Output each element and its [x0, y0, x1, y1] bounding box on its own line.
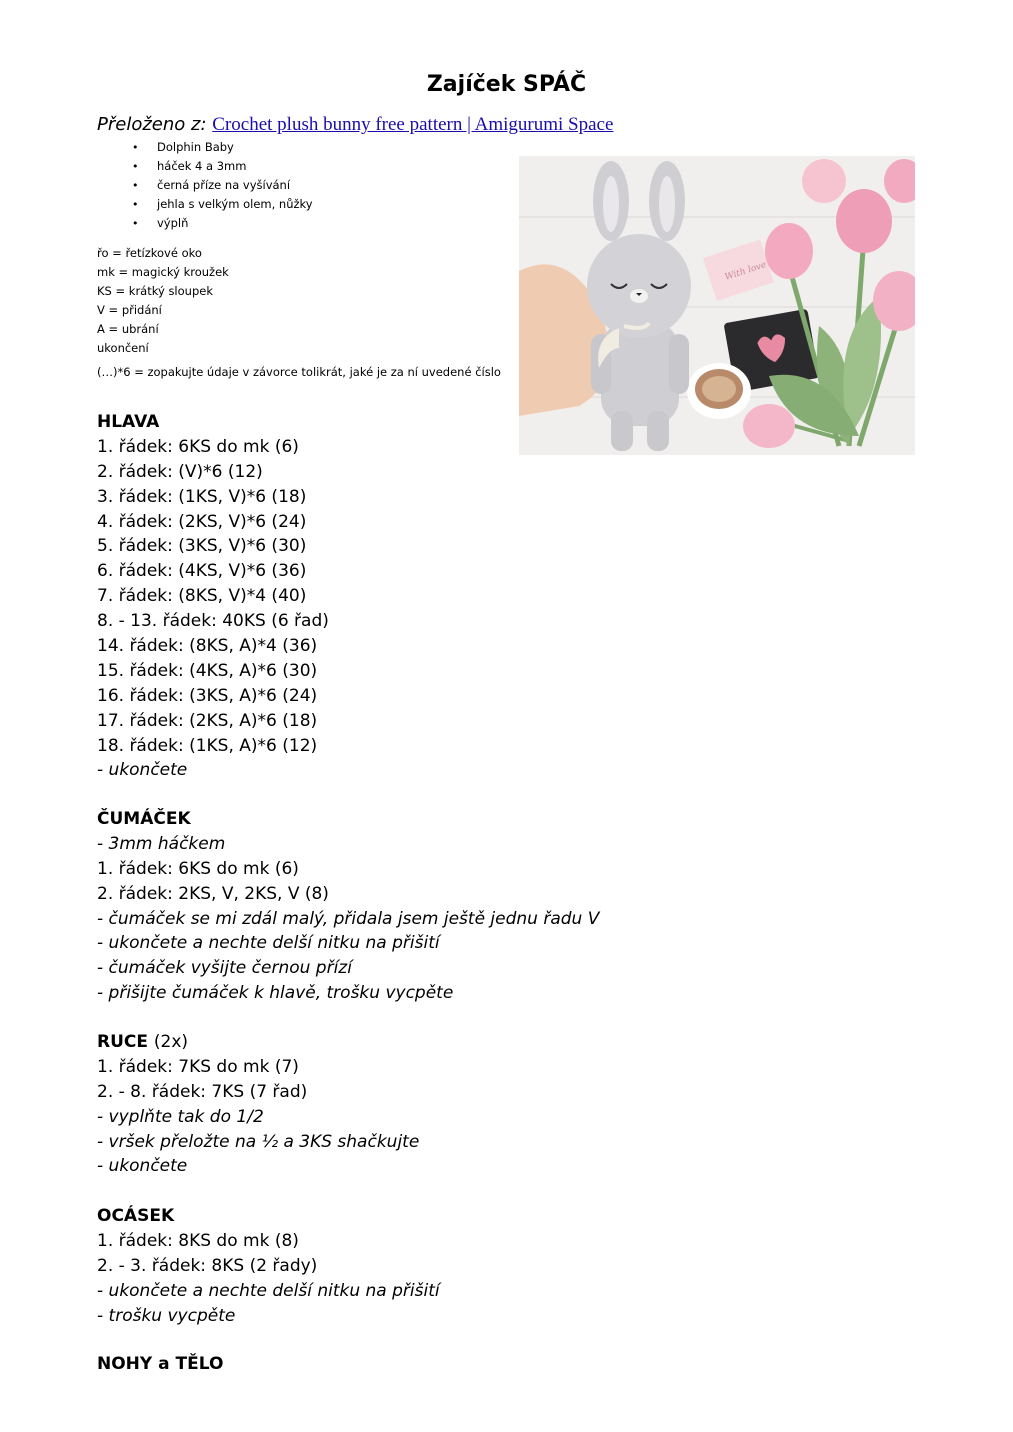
pattern-row: 2. řádek: 2KS, V, 2KS, V (8) [97, 883, 329, 904]
section-heading: NOHY a TĚLO [97, 1354, 224, 1374]
pattern-note: - čumáček se mi zdál malý, přidala jsem ještě jednu řadu V [97, 908, 600, 929]
card-text: With love [723, 260, 768, 283]
pattern-row: 1. řádek: 6KS do mk (6) [97, 858, 299, 879]
abbreviation-line: mk = magický kroužek [97, 265, 229, 279]
abbreviations [97, 244, 501, 382]
list-item: • Dolphin Baby [132, 138, 313, 157]
pattern-row: 4. řádek: (2KS, V)*6 (24) [97, 511, 307, 532]
pattern-row: 7. řádek: (8KS, V)*4 (40) [97, 586, 307, 607]
list-item: • výplň [132, 214, 313, 233]
pattern-note: - 3mm háčkem [97, 833, 226, 854]
pattern-row: 1. řádek: 8KS do mk (8) [97, 1230, 299, 1251]
pattern-row: 18. řádek: (1KS, A)*6 (12) [97, 735, 318, 756]
section-ruce [97, 1030, 419, 1179]
pattern-row: 5. řádek: (3KS, V)*6 (30) [97, 536, 307, 557]
pattern-note: - vršek přeložte na ½ a 3KS shačkujte [97, 1131, 420, 1152]
pattern-row: 17. řádek: (2KS, A)*6 (18) [97, 710, 318, 731]
abbreviation-line: KS = krátký sloupek [97, 284, 213, 298]
pattern-note: - ukončete [97, 760, 188, 781]
abbreviation-line: ukončení [97, 341, 149, 355]
section-heading: OCÁSEK [97, 1206, 175, 1226]
bunny-photo [519, 156, 915, 455]
pattern-note: - ukončete a nechte delší nitku na přišití [97, 1280, 440, 1301]
abbreviation-line: řo = řetízkové oko [97, 246, 202, 260]
section-nohy [97, 1352, 223, 1377]
source-line [97, 114, 613, 136]
section-heading [97, 1030, 419, 1055]
pattern-note: - čumáček vyšijte černou přízí [97, 958, 352, 979]
pattern-note: - trošku vycpěte [97, 1305, 236, 1326]
section-heading: ČUMÁČEK [97, 809, 191, 829]
pattern-note: - vyplňte tak do 1/2 [97, 1106, 264, 1127]
page-title: Zajíček SPÁČ [426, 72, 587, 97]
pattern-row: 2. - 3. řádek: 8KS (2 řady) [97, 1255, 318, 1276]
section-count: (2x) [153, 1032, 189, 1052]
section-heading-text: RUCE [97, 1032, 148, 1052]
pattern-row: 8. - 13. řádek: 40KS (6 řad) [97, 611, 329, 632]
list-item: • jehla s velkým olem, nůžky [132, 195, 313, 214]
materials-list [132, 138, 313, 233]
pattern-row: 2. řádek: (V)*6 (12) [97, 461, 263, 482]
source-label: Přeloženo z: [97, 114, 207, 135]
pattern-row: 1. řádek: 6KS do mk (6) [97, 436, 299, 457]
pattern-note: - ukončete [97, 1156, 188, 1177]
list-item: • háček 4 a 3mm [132, 157, 313, 176]
list-item: • černá příze na vyšívání [132, 176, 313, 195]
pattern-row: 6. řádek: (4KS, V)*6 (36) [97, 561, 307, 582]
pattern-note: - ukončete a nechte delší nitku na přišití [97, 933, 440, 954]
pattern-note: - přišijte čumáček k hlavě, trošku vycpěte [97, 983, 454, 1004]
abbreviation-line: V = přidání [97, 303, 162, 317]
pattern-row: 3. řádek: (1KS, V)*6 (18) [97, 486, 307, 507]
section-cumacek [97, 807, 599, 1006]
section-heading: HLAVA [97, 412, 160, 432]
repeat-note: (…)*6 = zopakujte údaje v závorce tolikrát, jaké je za ní uvedené číslo [97, 365, 501, 379]
pattern-row: 1. řádek: 7KS do mk (7) [97, 1056, 299, 1077]
source-link[interactable]: Crochet plush bunny free pattern | Amigurumi Space [212, 114, 614, 135]
pattern-row: 14. řádek: (8KS, A)*4 (36) [97, 636, 318, 657]
pattern-row: 15. řádek: (4KS, A)*6 (30) [97, 660, 318, 681]
section-hlava [97, 410, 329, 783]
abbreviation-line: A = ubrání [97, 322, 159, 336]
pattern-row: 2. - 8. řádek: 7KS (7 řad) [97, 1081, 308, 1102]
section-ocasek [97, 1204, 440, 1328]
pattern-row: 16. řádek: (3KS, A)*6 (24) [97, 685, 318, 706]
